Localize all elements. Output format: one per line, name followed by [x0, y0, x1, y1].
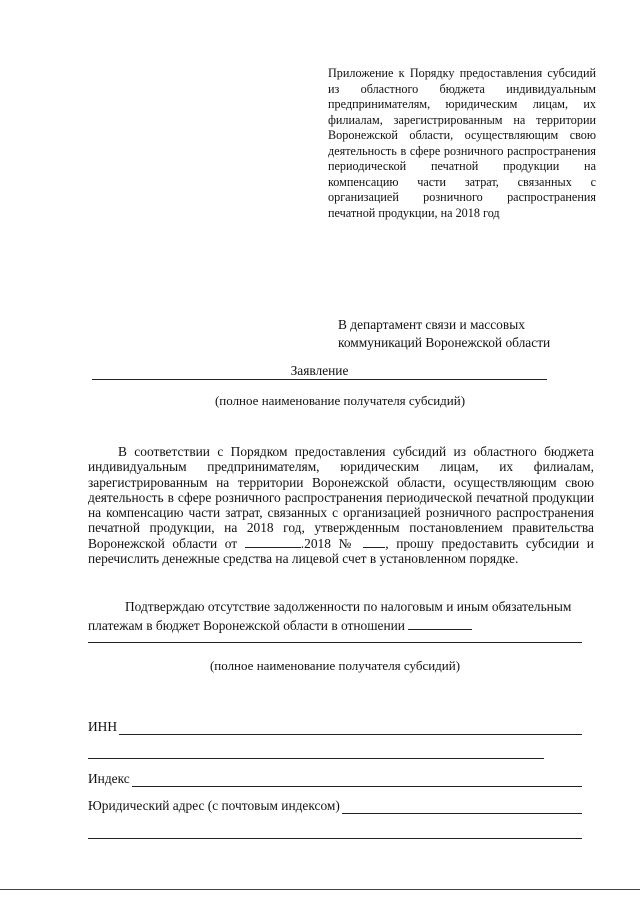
recipient-block — [338, 316, 588, 352]
recipient-line-1: В департамент связи и массовых — [338, 317, 525, 332]
index-label: Индекс — [88, 771, 130, 786]
recipient-line-2: коммуникаций Воронежской области — [338, 335, 551, 350]
confirmation-paragraph — [88, 597, 594, 635]
address-field[interactable] — [88, 798, 582, 814]
statement-title-line[interactable] — [92, 362, 547, 380]
decree-number-blank[interactable] — [363, 536, 385, 548]
inn-input-line[interactable] — [119, 721, 582, 735]
paragraph-text-part1: В соответствии с Порядком предоставления субсидий из областного бюджета индивидуальным предпринимателям, юридическим лицам, их филиалам, зарегистрированным на территории Воронежской области, осуществляющим свою деятельность в сфере розничного распространения периодической печатной продукции на компенсацию части затрат, связанных с организацией розничного распространения печатной продукции, на 2018 год, утвержденным постановлением правительства Воронежской области от — [88, 444, 594, 551]
recipient-name-line[interactable] — [88, 642, 582, 643]
inn-continuation-line[interactable] — [88, 758, 544, 759]
recipient-name-hint-2: (полное наименование получателя субсидий) — [209, 658, 461, 673]
paragraph-text-part2: , прошу предоставить субсидии и перечислить денежные средства на лицевой счет в установленном порядке. — [88, 535, 594, 567]
statement-paragraph — [88, 444, 594, 566]
confirmation-blank[interactable] — [408, 617, 472, 630]
annex-header: Приложение к Порядку предоставления субсидий из областного бюджета индивидуальным предпринимателям, юридическим лицам, их филиалам, зарегистрированным на территории Воронежской области, осуществляющим свою деятельность в сфере розничного распространения периодической печатной продукции на компенсацию части затрат, связанных с организацией розничного распространения печатной продукции, на 2018 год — [328, 66, 596, 220]
inn-label: ИНН — [88, 719, 118, 734]
recipient-name-hint: (полное наименование получателя субсидий) — [214, 393, 466, 408]
address-continuation-line[interactable] — [88, 838, 582, 839]
paragraph-year: .2018 № — [300, 535, 356, 551]
address-input-line[interactable] — [342, 800, 582, 814]
confirmation-text: Подтверждаю отсутствие задолженности по налоговым и иным обязательным платежам в бюджет Воронежской области в отношении — [88, 599, 572, 633]
inn-field[interactable] — [88, 719, 582, 735]
page-edge-line — [0, 889, 640, 890]
decree-date-blank[interactable] — [245, 536, 301, 548]
index-field[interactable] — [88, 771, 582, 787]
address-label: Юридический адрес (с почтовым индексом) — [88, 798, 340, 813]
index-input-line[interactable] — [132, 773, 582, 787]
statement-title: Заявление — [290, 363, 349, 378]
